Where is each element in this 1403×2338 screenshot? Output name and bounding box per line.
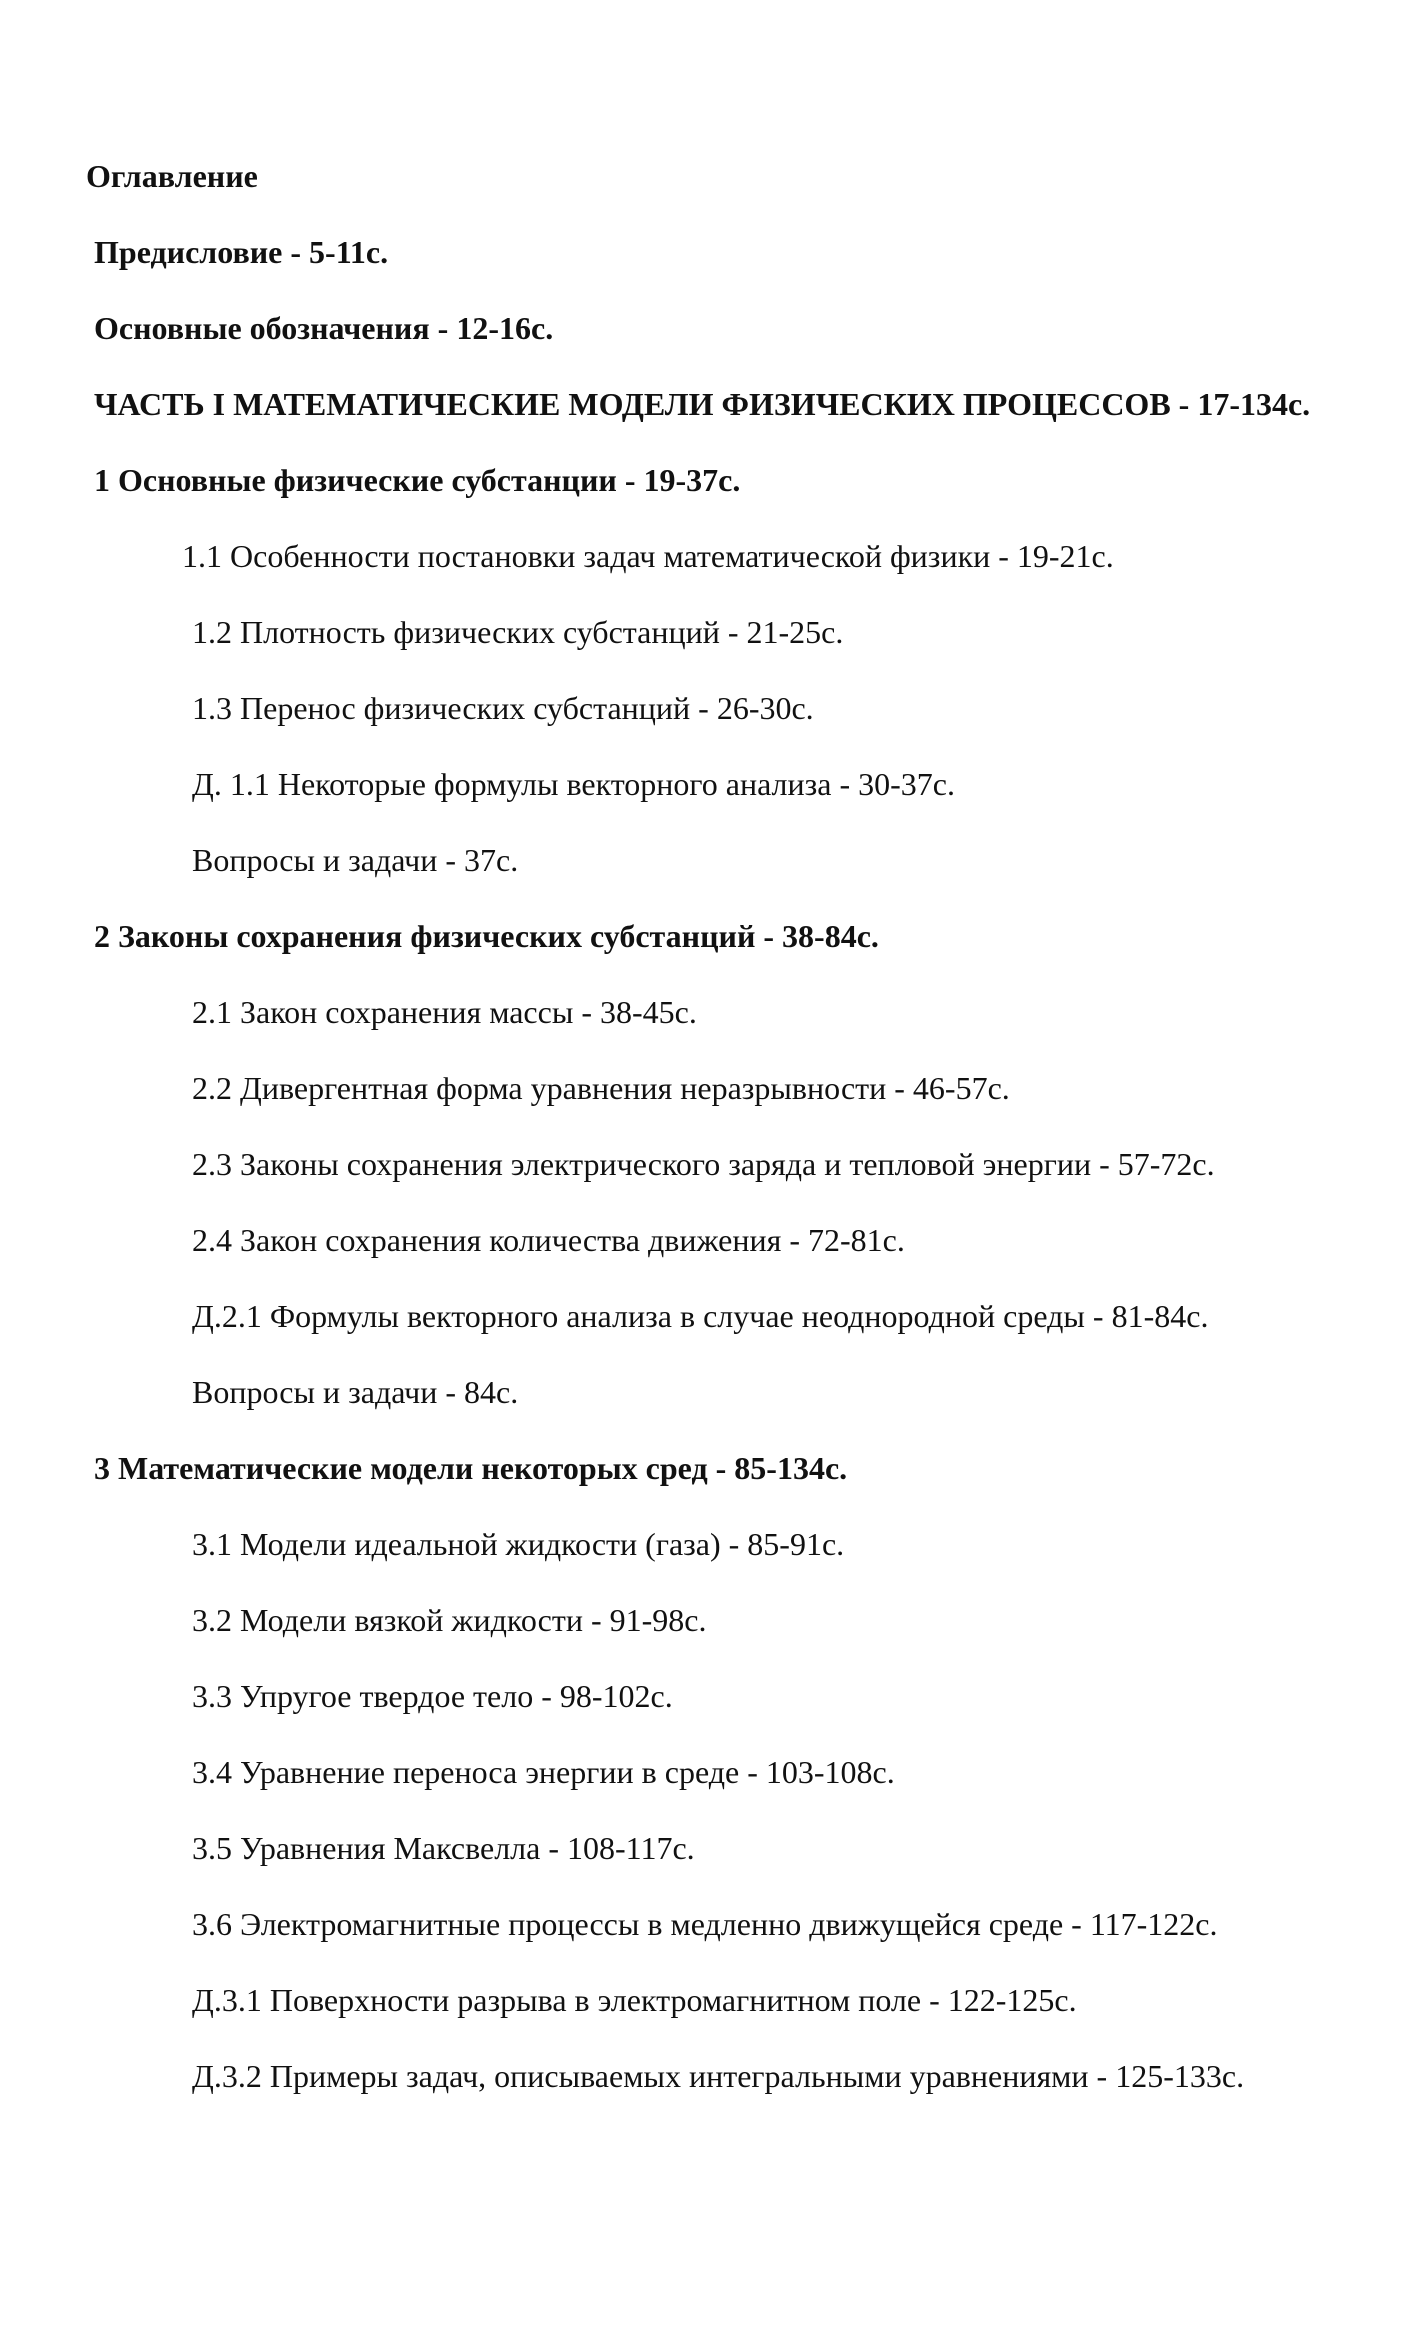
toc-section-3-2: 3.2 Модели вязкой жидкости - 91-98с. [192,1602,707,1638]
toc-appendix-3-2: Д.3.2 Примеры задач, описываемых интегральными уравнениями - 125-133с. [192,2058,1245,2094]
toc-section-3-4: 3.4 Уравнение переноса энергии в среде - 103-108с. [192,1754,895,1790]
toc-section-1-1: 1.1 Особенности постановки задач математической физики - 19-21с. [182,538,1114,574]
toc-appendix-2-1: Д.2.1 Формулы векторного анализа в случае неоднородной среды - 81-84с. [192,1298,1209,1334]
toc-appendix-1-1: Д. 1.1 Некоторые формулы векторного анализа - 30-37с. [192,766,955,802]
toc-chapter-1: 1 Основные физические субстанции - 19-37с. [94,462,741,498]
toc-questions-1: Вопросы и задачи - 37с. [192,842,519,878]
toc-section-1-3: 1.3 Перенос физических субстанций - 26-30с. [192,690,814,726]
toc-section-3-1: 3.1 Модели идеальной жидкости (газа) - 85-91с. [192,1526,845,1562]
toc-section-3-6: 3.6 Электромагнитные процессы в медленно движущейся среде - 117-122с. [192,1906,1218,1942]
toc-section-2-3: 2.3 Законы сохранения электрического заряда и тепловой энергии - 57-72с. [192,1146,1215,1182]
toc-chapter-2: 2 Законы сохранения физических субстанций - 38-84с. [94,918,879,954]
toc-appendix-3-1: Д.3.1 Поверхности разрыва в электромагнитном поле - 122-125с. [192,1982,1077,2018]
toc-section-2-4: 2.4 Закон сохранения количества движения - 72-81с. [192,1222,905,1258]
toc-section-1-2: 1.2 Плотность физических субстанций - 21-25с. [192,614,844,650]
toc-section-3-3: 3.3 Упругое твердое тело - 98-102с. [192,1678,673,1714]
toc-entry-part-1: ЧАСТЬ I МАТЕМАТИЧЕСКИЕ МОДЕЛИ ФИЗИЧЕСКИХ ПРОЦЕССОВ - 17-134с. [94,386,1311,422]
toc-title: Оглавление [86,158,258,194]
toc-section-3-5: 3.5 Уравнения Максвелла - 108-117с. [192,1830,695,1866]
toc-section-2-2: 2.2 Дивергентная форма уравнения неразрывности - 46-57с. [192,1070,1010,1106]
toc-entry-notation: Основные обозначения - 12-16с. [94,310,554,346]
toc-chapter-3: 3 Математические модели некоторых сред - 85-134с. [94,1450,848,1486]
toc-entry-preface: Предисловие - 5-11с. [94,234,389,270]
toc-section-2-1: 2.1 Закон сохранения массы - 38-45с. [192,994,697,1030]
toc-questions-2: Вопросы и задачи - 84с. [192,1374,519,1410]
